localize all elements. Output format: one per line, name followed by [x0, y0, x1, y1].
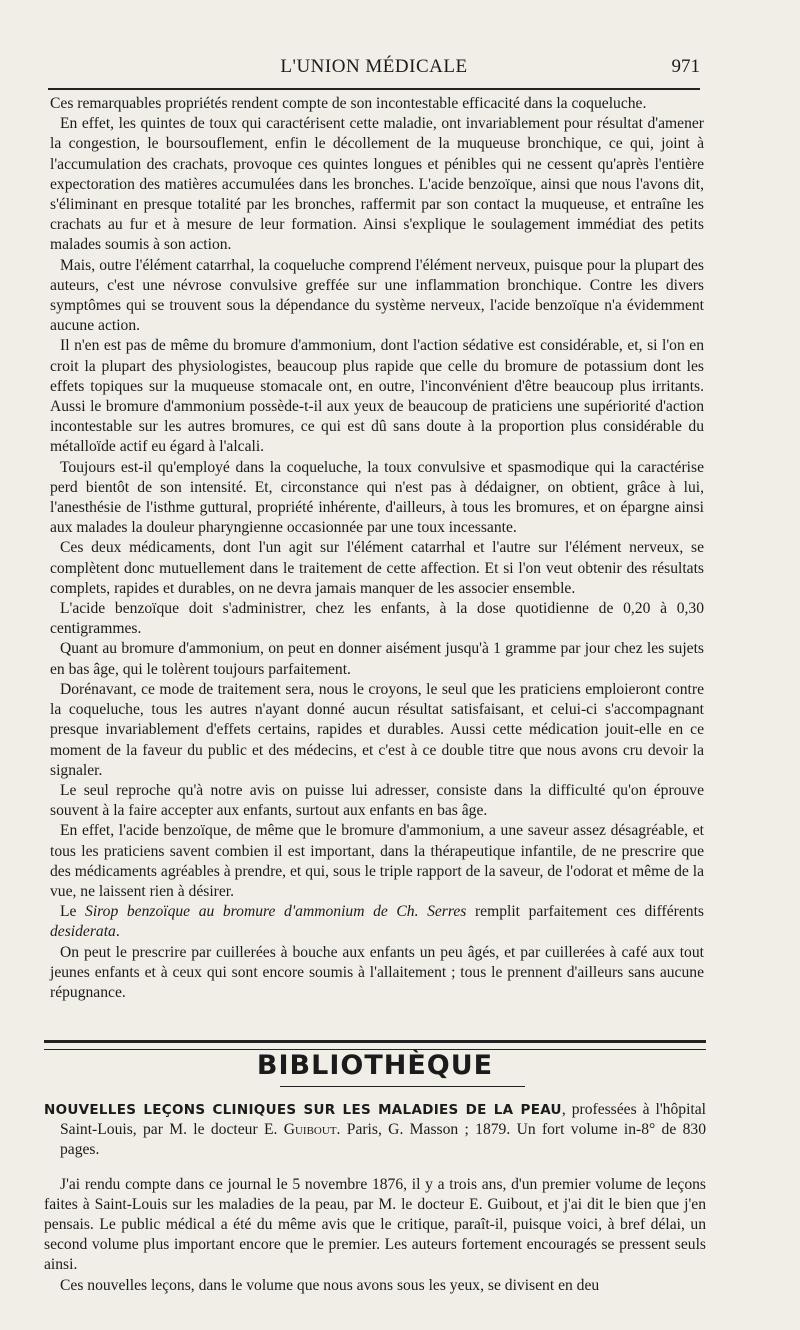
text-run: . Paris, G. Masson ; 1879. Un fort volume in-8° de 830 pages.	[60, 1121, 706, 1159]
section-divider	[44, 1040, 706, 1050]
paragraph-sirop	[50, 902, 704, 942]
paragraph: On peut le prescrire par cuillerées à bouche aux enfants un peu âgés, et par cuillerées à café aux tout jeunes enfants et à ceux qui sont encore soumis à l'allaitement ; tous le prennent d'ailleurs sans aucune répugnance.	[50, 943, 704, 1001]
paragraph: Ces nouvelles leçons, dans le volume que nous avons sous les yeux, se divisent en deu	[60, 1276, 600, 1294]
spacer	[44, 1161, 706, 1175]
paragraph: Mais, outre l'élément catarrhal, la coqueluche comprend l'élément nerveux, puisque pour la plupart des auteurs, c'est une névrose convulsive greffée sur une inflammation bronchique. Contre les divers symptômes qui se trouvent sous la dépendance du système nerveux, l'acide benzoïque n'a évidemment aucune action.	[50, 256, 704, 335]
bibliography-section	[44, 1100, 706, 1296]
paragraph: En effet, l'acide benzoïque, de même que le bromure d'ammonium, a une saveur assez désagréable, et tous les praticiens savent combien il est important, dans la thérapeutique infantile, de ne prescrire que des médicaments agréables à prendre, et qui, sous le triple rapport de la saveur, de l'odorat et même de la vue, ne laissent rien à désirer.	[50, 822, 704, 900]
book-title: NOUVELLES LEÇONS CLINIQUES SUR LES MALADIES DE LA PEAU	[44, 1102, 562, 1118]
paragraph: Le seul reproche qu'à notre avis on puisse lui adresser, consiste dans la difficulté qu'on éprouve souvent à la faire accepter aux enfants, surtout aux enfants en bas âge.	[50, 781, 704, 820]
book-reference	[44, 1100, 706, 1161]
paragraph: L'acide benzoïque doit s'administrer, chez les enfants, à la dose quotidienne de 0,20 à 0,30 centigrammes.	[50, 600, 704, 638]
header-rule	[48, 88, 700, 90]
running-header	[48, 52, 700, 88]
section-title: BIBLIOTHÈQUE	[256, 1050, 494, 1081]
paragraph: Quant au bromure d'ammonium, on peut en donner aisément jusqu'à 1 gramme par jour chez les sujets en bas âge, qui le tolèrent toujours parfaitement.	[50, 640, 704, 678]
paragraph: Dorénavant, ce mode de traitement sera, nous le croyons, le seul que les praticiens emploieront contre la coqueluche, tous les autres n'ayant donné aucun résultat satisfaisant, et celui-ci s'accompagnant presque invariablement d'effets certains, rapides et durables. Aussi cette médication jouit-elle en ce moment de la faveur du public et des médecins, et c'est à ce double titre que nous avons cru devoir la signaler.	[50, 680, 704, 779]
paragraph: Ces remarquables propriétés rendent compte de son incontestable efficacité dans la coqueluche.	[50, 95, 647, 112]
journal-title: L'UNION MÉDICALE	[280, 56, 468, 77]
text-run: .	[115, 923, 120, 941]
paragraph: Il n'en est pas de même du bromure d'ammonium, dont l'action sédative est considérable, et, si l'on en croit la plupart des physiologistes, beaucoup plus rapide que celle du bromure de potassium dont les effets topiques sur la muqueuse stomacale ont, en outre, l'inconvénient d'être beaucoup plus irritants. Aussi le bromure d'ammonium possède-t-il aux yeux de beaucoup de praticiens une supériorité d'action incontestable sur les autres bromures, ce qui est dû sans doute à la proportion plus considérable du métalloïde actif eu égard à l'alcali.	[50, 337, 704, 456]
text-run: Le	[60, 903, 86, 921]
author-name: E. Guibout	[263, 1121, 337, 1139]
text-run: remplit parfaitement ces différents	[466, 903, 704, 921]
latin-term: desiderata	[50, 923, 116, 941]
product-name: Sirop benzoïque au bromure d'ammonium de Ch. Serres	[85, 903, 467, 921]
section-underline	[280, 1086, 525, 1087]
page-number: 971	[671, 56, 700, 77]
paragraph: En effet, les quintes de toux qui caractérisent cette maladie, ont invariablement pour résultat d'amener la congestion, le boursouflement, enfin le décollement de la muqueuse bronchique, ce qui, joint à l'accumulation des crachats, provoque ces quintes longues et pénibles qui ne cessent qu'après l'entière expectoration des matières accumulées dans les bronches. L'acide benzoïque, ainsi que nous l'avons dit, s'éliminant en presque totalité par les bronches, raffermit par son contact la muqueuse, et entraîne les crachats au fur et à mesure de leur formation. Ainsi s'explique le soulagement immédiat des petits malades soumis à son action.	[50, 115, 704, 254]
text-run: , professées à l'hôpital Saint-Louis, par M. le docteur	[60, 1101, 706, 1139]
paragraph: J'ai rendu compte dans ce journal le 5 novembre 1876, il y a trois ans, d'un premier volume de leçons faites à Saint-Louis sur les maladies de la peau, par M. le docteur E. Guibout, et j'ai dit le bien que j'en pensais. Le public médical a été du même avis que le critique, paraît-il, puisque voici, à bref délai, un second volume plus important encore que le premier. Les auteurs fortement encouragés se pressent seuls ainsi.	[44, 1175, 706, 1274]
paragraph: Ces deux médicaments, dont l'un agit sur l'élément catarrhal et l'autre sur l'élément nerveux, se complètent donc mutuellement dans le traitement de cette affection. Et si l'on veut obtenir des résultats complets, rapides et durables, on ne devra jamais manquer de les associer ensemble.	[50, 539, 704, 597]
article-body	[50, 94, 704, 1003]
paragraph: Toujours est-il qu'employé dans la coqueluche, la toux convulsive et spasmodique qui la caractérise perd bientôt de son intensité. Et, circonstance qui n'est pas à dédaigner, on obtient, grâce à lui, l'anesthésie de l'isthme guttural, propriété inhérente, d'ailleurs, à tous les bromures, et on épargne ainsi aux malades la douleur pharyngienne occasionnée par une toux incessante.	[50, 458, 704, 537]
